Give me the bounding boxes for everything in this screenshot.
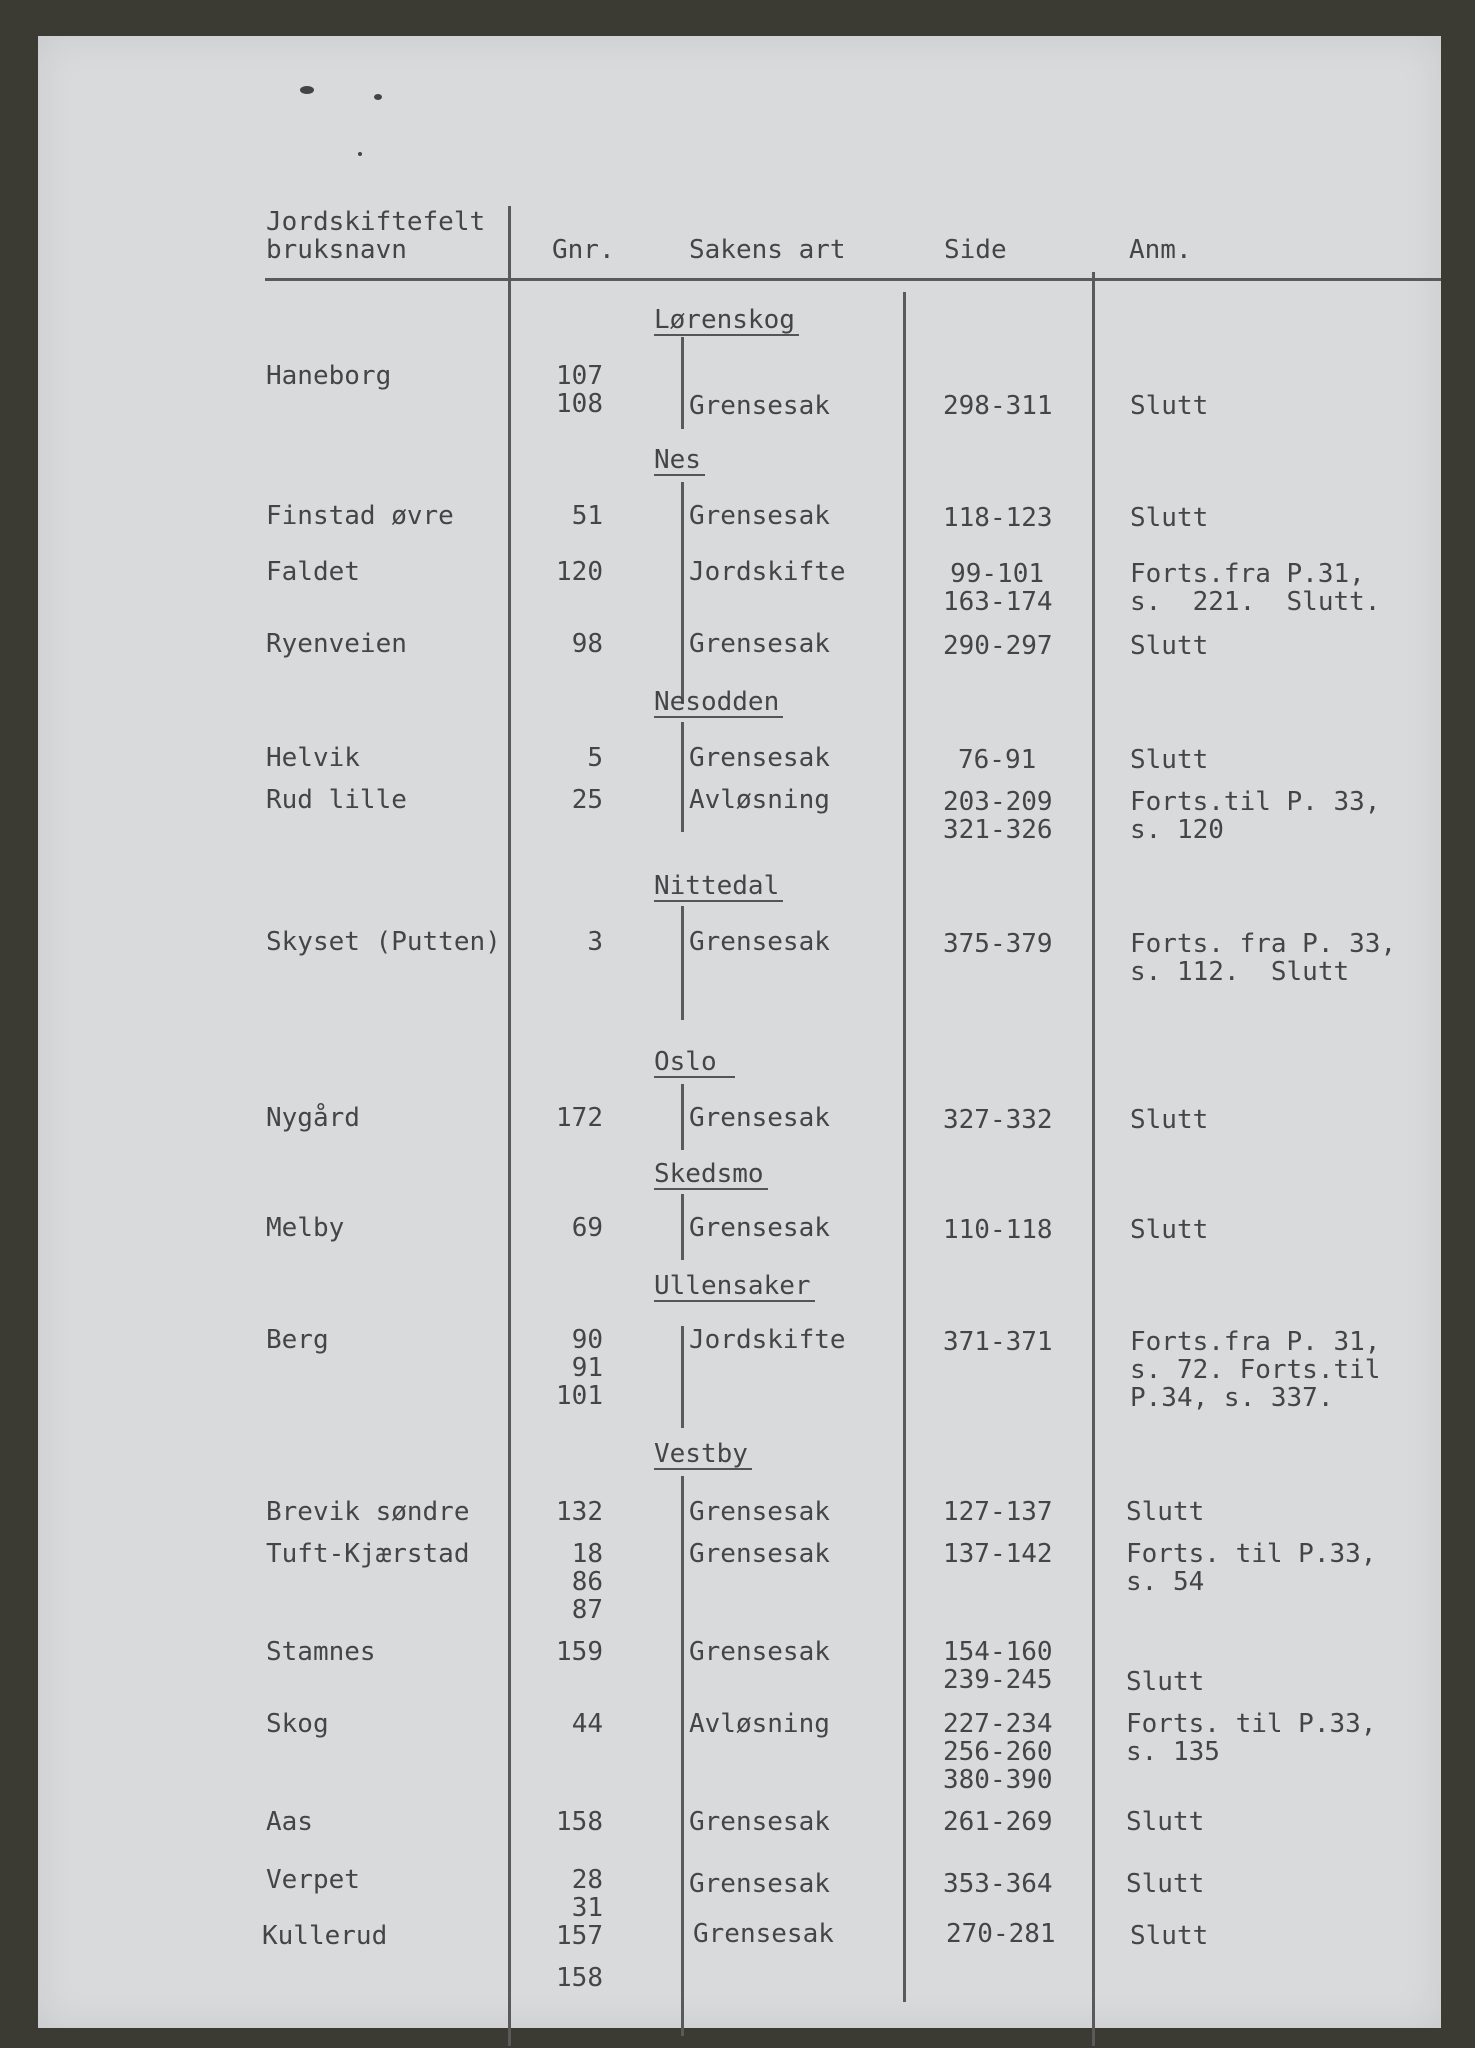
row-name: Haneborg: [266, 361, 392, 391]
row-art: Grensesak: [689, 1539, 830, 1569]
row-anm: Slutt: [1130, 745, 1209, 775]
row-name: Berg: [266, 1325, 329, 1355]
row-name: Aas: [266, 1807, 313, 1837]
row-anm: Forts. til P.33,: [1126, 1539, 1377, 1569]
row-anm: s. 54: [1126, 1567, 1205, 1597]
section-heading: Ullensaker: [654, 1272, 815, 1302]
section-heading: Nes: [654, 446, 705, 476]
row-gnr: 86: [571, 1567, 603, 1597]
row-side: 261-269: [943, 1807, 1053, 1837]
row-art: Grensesak: [689, 501, 830, 531]
row-art: Grensesak: [689, 1213, 830, 1243]
row-art: Grensesak: [693, 1919, 834, 1949]
row-anm: Slutt: [1130, 1215, 1209, 1245]
row-name: Nygård: [266, 1103, 360, 1133]
row-gnr: 107: [556, 361, 603, 391]
row-name: Brevik søndre: [266, 1497, 470, 1527]
row-art: Grensesak: [689, 1807, 830, 1837]
row-side: 203-209: [943, 787, 1053, 817]
row-anm: s. 221. Slutt.: [1130, 587, 1381, 617]
row-side: 239-245: [943, 1665, 1053, 1695]
row-art: Avløsning: [689, 785, 830, 815]
bracket-line: [681, 906, 684, 1020]
header-gnr: Gnr.: [552, 235, 615, 265]
row-anm: Slutt: [1130, 1921, 1209, 1951]
row-name: Rud lille: [266, 785, 407, 815]
bracket-line: [681, 1194, 684, 1260]
row-gnr: 18: [571, 1539, 603, 1569]
row-anm: P.34, s. 337.: [1130, 1383, 1334, 1413]
row-side: 118-123: [943, 503, 1053, 533]
row-name: Verpet: [266, 1865, 360, 1895]
row-side: 270-281: [946, 1919, 1056, 1949]
row-gnr: 90: [571, 1325, 603, 1355]
row-anm: Slutt: [1130, 503, 1209, 533]
section-heading: Oslo: [654, 1048, 735, 1078]
row-anm: Slutt: [1126, 1667, 1205, 1697]
row-gnr: 87: [571, 1595, 603, 1625]
row-anm: Slutt: [1126, 1497, 1205, 1527]
row-art: Grensesak: [689, 629, 830, 659]
header-name-line1: Jordskiftefelt: [266, 207, 486, 237]
row-anm: Forts.til P. 33,: [1130, 787, 1381, 817]
row-anm: s. 72. Forts.til: [1130, 1355, 1381, 1385]
row-side: 76-91: [958, 745, 1037, 775]
row-anm: Slutt: [1126, 1869, 1205, 1899]
row-gnr: 5: [587, 743, 603, 773]
row-gnr: 158: [556, 1807, 603, 1837]
row-side: 298-311: [943, 391, 1053, 421]
row-art: Grensesak: [689, 1637, 830, 1667]
ink-speck: [374, 94, 382, 100]
section-heading: Vestby: [654, 1440, 752, 1470]
row-side: 353-364: [943, 1869, 1053, 1899]
row-art: Grensesak: [689, 1869, 830, 1899]
bracket-line: [681, 482, 684, 704]
row-gnr: 98: [571, 629, 603, 659]
row-anm: Slutt: [1126, 1807, 1205, 1837]
ink-speck: [300, 86, 314, 94]
document-page: [38, 36, 1441, 2028]
row-gnr: 51: [571, 501, 603, 531]
row-gnr: 132: [556, 1497, 603, 1527]
row-name: Skog: [266, 1709, 329, 1739]
row-name: Helvik: [266, 743, 360, 773]
row-anm: s. 135: [1126, 1737, 1220, 1767]
row-gnr: 91: [571, 1353, 603, 1383]
row-side: 371-371: [943, 1327, 1053, 1357]
row-side: 327-332: [943, 1105, 1053, 1135]
section-heading: Skedsmo: [654, 1160, 768, 1190]
row-side: 375-379: [943, 929, 1053, 959]
row-gnr: 101: [556, 1381, 603, 1411]
row-name: Melby: [266, 1213, 345, 1243]
row-anm: Slutt: [1130, 391, 1209, 421]
row-gnr: 157: [556, 1921, 603, 1951]
row-side: 321-326: [943, 815, 1053, 845]
row-side: 227-234: [943, 1709, 1053, 1739]
row-side: 256-260: [943, 1737, 1053, 1767]
row-anm: Forts. fra P. 33,: [1130, 929, 1397, 959]
row-side: 154-160: [943, 1637, 1053, 1667]
row-anm: s. 120: [1130, 815, 1224, 845]
row-gnr: 31: [571, 1893, 603, 1923]
row-art: Grensesak: [689, 927, 830, 957]
bracket-line: [681, 1084, 684, 1150]
bracket-line: [681, 722, 684, 832]
row-anm: Forts.fra P.31,: [1130, 559, 1365, 589]
row-art: Grensesak: [689, 1497, 830, 1527]
row-art: Jordskifte: [689, 1325, 846, 1355]
section-heading: Lørenskog: [654, 306, 799, 336]
row-gnr: 69: [571, 1213, 603, 1243]
header-name-line2: bruksnavn: [266, 235, 407, 265]
header-art: Sakens art: [689, 235, 846, 265]
row-name: Tuft-Kjærstad: [266, 1539, 470, 1569]
row-name: Stamnes: [266, 1637, 376, 1667]
row-anm: Forts.fra P. 31,: [1130, 1327, 1381, 1357]
row-art: Grensesak: [689, 743, 830, 773]
row-anm: Slutt: [1130, 1105, 1209, 1135]
row-name: Ryenveien: [266, 629, 407, 659]
row-art: Grensesak: [689, 1103, 830, 1133]
row-art: Jordskifte: [689, 557, 846, 587]
column-divider-name: [508, 206, 511, 2046]
row-side: 290-297: [943, 631, 1053, 661]
ink-speck: [358, 152, 362, 156]
row-gnr: 159: [556, 1637, 603, 1667]
row-gnr: 28: [571, 1865, 603, 1895]
row-art: Avløsning: [689, 1709, 830, 1739]
row-anm: Slutt: [1130, 631, 1209, 661]
bracket-line: [681, 337, 684, 429]
row-name: Faldet: [266, 557, 360, 587]
row-gnr: 158: [556, 1963, 603, 1993]
header-rule: [265, 278, 1441, 281]
column-divider-anm: [1092, 272, 1095, 2046]
row-side: 380-390: [943, 1765, 1053, 1795]
row-side: 99-101: [950, 559, 1044, 589]
row-side: 127-137: [943, 1497, 1053, 1527]
row-side: 110-118: [943, 1215, 1053, 1245]
row-anm: s. 112. Slutt: [1130, 957, 1350, 987]
bracket-line: [681, 1476, 684, 2036]
row-anm: Forts. til P.33,: [1126, 1709, 1377, 1739]
header-anm: Anm.: [1129, 235, 1192, 265]
header-side: Side: [944, 235, 1007, 265]
row-side: 163-174: [943, 587, 1053, 617]
section-heading: Nesodden: [654, 688, 783, 718]
row-name: Skyset (Putten): [266, 927, 501, 957]
row-gnr: 172: [556, 1103, 603, 1133]
row-gnr: 3: [587, 927, 603, 957]
row-name: Kullerud: [262, 1921, 388, 1951]
row-gnr: 25: [571, 785, 603, 815]
row-art: Grensesak: [689, 391, 830, 421]
row-gnr: 44: [571, 1709, 603, 1739]
row-gnr: 108: [556, 389, 603, 419]
column-divider-side: [903, 292, 906, 2002]
row-gnr: 120: [556, 557, 603, 587]
section-heading: Nittedal: [654, 872, 783, 902]
row-side: 137-142: [943, 1539, 1053, 1569]
bracket-line: [681, 1326, 684, 1428]
row-name: Finstad øvre: [266, 501, 454, 531]
